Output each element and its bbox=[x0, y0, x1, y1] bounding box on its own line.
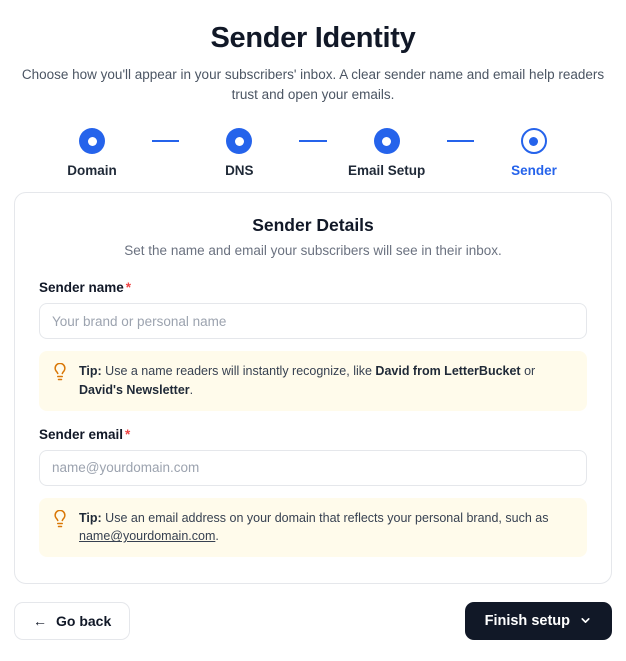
sender-name-field-block bbox=[39, 280, 587, 411]
step-domain-dot bbox=[79, 128, 105, 154]
sender-name-tip-text bbox=[79, 362, 573, 400]
step-sender-dot bbox=[521, 128, 547, 154]
sender-email-tip-example: name@yourdomain.com bbox=[79, 529, 216, 544]
step-email-setup-label: Email Setup bbox=[348, 163, 426, 179]
sender-email-label-text: Sender email bbox=[39, 426, 124, 442]
sender-name-label-text: Sender name bbox=[39, 280, 124, 296]
page-title: Sender Identity bbox=[210, 22, 416, 54]
step-sender[interactable] bbox=[474, 128, 594, 178]
sender-email-input[interactable] bbox=[39, 450, 587, 486]
page-subtitle: Choose how you'll appear in your subscribers' inbox. A clear sender name and email help readers trust and open your emails. bbox=[21, 67, 605, 102]
step-dns-dot bbox=[226, 128, 252, 154]
stepper-connector-2 bbox=[299, 140, 326, 142]
sender-name-tip-text-1: Use a name readers will instantly recognize, like bbox=[101, 364, 376, 379]
sender-name-required-mark: * bbox=[125, 280, 132, 296]
stepper-connector-1 bbox=[152, 140, 179, 142]
sender-details-card bbox=[14, 192, 612, 584]
sender-name-tip-bold-1: David from LetterBucket bbox=[375, 364, 521, 379]
sender-name-input[interactable] bbox=[39, 303, 587, 339]
sender-name-tip-bold-2: David's Newsletter bbox=[79, 382, 190, 397]
sender-name-tip-text-2: or bbox=[520, 364, 536, 379]
step-email-setup[interactable] bbox=[327, 128, 447, 178]
sender-email-required-mark: * bbox=[125, 426, 131, 442]
go-back-button[interactable] bbox=[14, 602, 130, 640]
step-domain[interactable] bbox=[32, 128, 152, 178]
go-back-label: Go back bbox=[56, 613, 112, 630]
sender-email-label bbox=[39, 427, 587, 442]
sender-email-tip bbox=[39, 498, 587, 558]
step-domain-label: Domain bbox=[67, 163, 117, 179]
sender-name-label bbox=[39, 280, 587, 295]
sender-email-field-block bbox=[39, 427, 587, 558]
step-dns-label: DNS bbox=[225, 163, 254, 179]
wizard-footer bbox=[12, 584, 614, 640]
arrow-left-icon: ← bbox=[33, 613, 47, 630]
finish-setup-label: Finish setup bbox=[484, 613, 570, 630]
card-title: Sender Details bbox=[252, 215, 374, 236]
step-sender-label: Sender bbox=[511, 163, 557, 179]
sender-email-tip-text-2: . bbox=[215, 529, 219, 544]
step-dns[interactable] bbox=[179, 128, 299, 178]
sender-name-tip bbox=[39, 351, 587, 411]
sender-name-tip-label: Tip: bbox=[79, 364, 102, 379]
stepper-connector-3 bbox=[447, 140, 474, 142]
lightbulb-icon bbox=[51, 363, 69, 381]
sender-name-tip-text-3: . bbox=[189, 382, 194, 397]
sender-email-tip-label: Tip: bbox=[79, 510, 102, 525]
step-email-setup-dot bbox=[374, 128, 400, 154]
finish-setup-button[interactable] bbox=[465, 602, 612, 640]
chevron-down-icon bbox=[579, 614, 592, 629]
progress-stepper bbox=[12, 120, 614, 178]
card-subtitle: Set the name and email your subscribers will see in their inbox. bbox=[124, 243, 502, 259]
sender-email-tip-text-1: Use an email address on your domain that reflects your personal brand, such as bbox=[101, 510, 549, 525]
sender-email-tip-text bbox=[79, 509, 573, 547]
lightbulb-icon bbox=[51, 510, 69, 528]
